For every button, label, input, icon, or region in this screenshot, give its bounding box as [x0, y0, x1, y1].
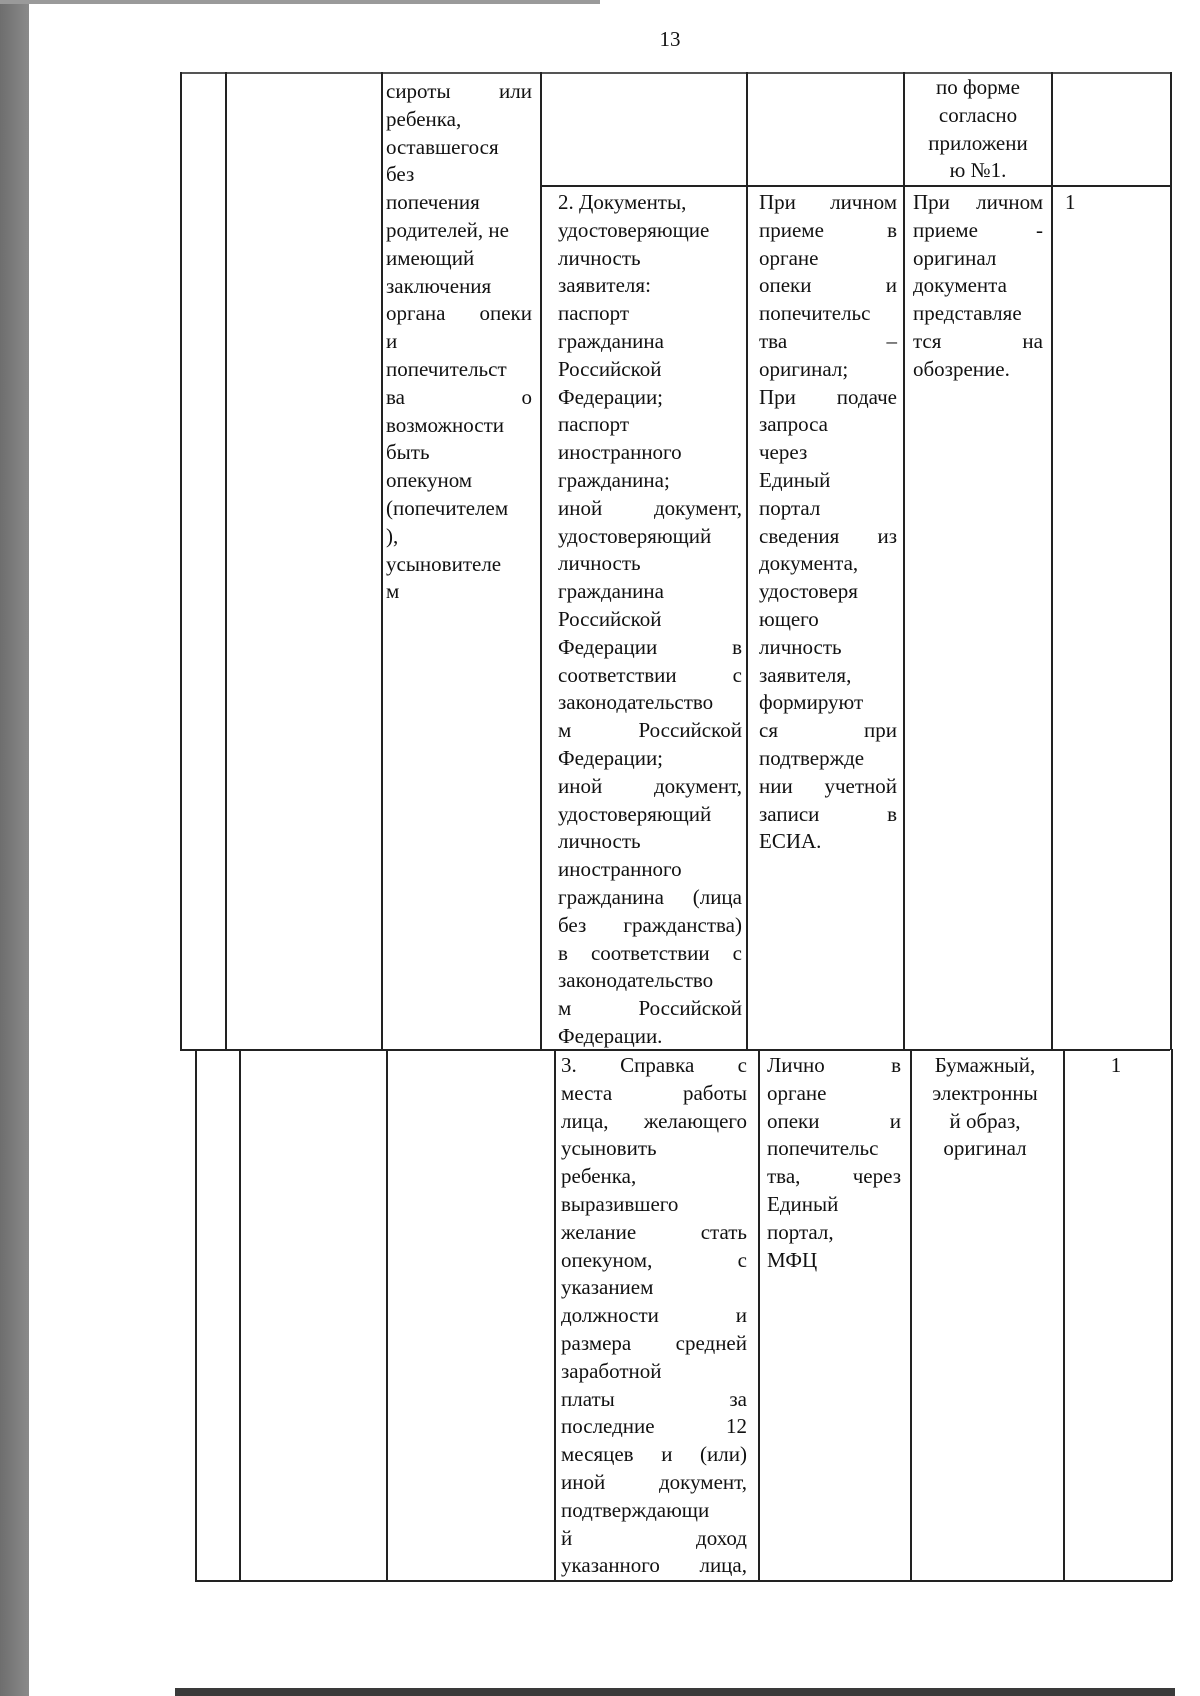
cell-text-line: тва, через	[767, 1164, 901, 1189]
cell-text-line: личность	[558, 829, 641, 854]
cell-text-line: органе	[759, 245, 819, 270]
cell-text-line: размера средней	[561, 1330, 747, 1355]
cell-text-line: запроса	[759, 412, 828, 437]
row2-document-form	[913, 189, 1043, 384]
row3-count: 1	[1110, 1053, 1122, 1077]
cell-text-line: согласно	[938, 102, 1018, 127]
cell-text-line: попечительс	[767, 1136, 879, 1161]
row2-count: 1	[1065, 190, 1076, 214]
row1-applicant-category	[386, 78, 532, 606]
cell-text-line: документа	[913, 273, 1007, 298]
col-border-7b	[1171, 1049, 1173, 1581]
cell-text-line: м Российской	[558, 718, 742, 743]
col-border-6b	[1063, 1049, 1065, 1581]
cell-text-line: й доход	[561, 1525, 747, 1550]
cell-text-line: заработной	[561, 1358, 662, 1383]
cell-text-line: Бумажный,	[934, 1053, 1036, 1077]
cell-text-line: иной документ,	[558, 773, 742, 798]
col-border-0	[180, 72, 182, 1050]
cell-text-line: через	[759, 440, 808, 465]
row3-document-description	[561, 1052, 747, 1580]
col-border-5b	[910, 1049, 912, 1581]
col-border-3b	[554, 1049, 556, 1581]
cell-text-line: электронны	[932, 1080, 1038, 1105]
cell-text-line: личность	[558, 551, 641, 576]
page-number: 13	[659, 27, 681, 51]
cell-text-line: попечения	[386, 190, 480, 215]
cell-text-line: месяцев и (или)	[561, 1442, 747, 1467]
cell-text-line: гражданина	[558, 328, 664, 353]
cell-text-line: платы за	[561, 1386, 747, 1411]
col-border-1b	[239, 1049, 241, 1581]
cell-text-line: сведения из	[759, 523, 897, 548]
cell-text-line: желание стать	[561, 1219, 747, 1244]
cell-text-line: лица, желающего	[561, 1108, 747, 1133]
cell-text-line: иностранного	[558, 857, 682, 882]
cell-text-line: При личном	[913, 190, 1043, 214]
cell-text-line: ребенка,	[386, 106, 462, 131]
cell-text-line: ЕСИА.	[759, 829, 822, 854]
cell-text-line: гражданина (лица	[558, 884, 742, 909]
cell-text-line: м	[386, 579, 400, 604]
cell-text-line: представляе	[913, 301, 1022, 326]
cell-text-line: опеки и	[767, 1108, 901, 1133]
cell-text-line: й образ,	[949, 1108, 1021, 1133]
cell-text-line: опеки и	[759, 273, 897, 298]
cell-text-line: заключения	[386, 273, 492, 298]
cell-text-line: должности и	[561, 1303, 747, 1328]
cell-text-line: записи в	[759, 801, 897, 826]
cell-text-line: портал,	[767, 1219, 834, 1244]
cell-text-line: опекуном, с	[561, 1247, 747, 1272]
cell-text-line: тва –	[759, 328, 897, 353]
cell-text-line: быть	[386, 440, 430, 465]
cell-text-line: попечительст	[386, 356, 507, 381]
cell-text-line: выразившего	[561, 1191, 679, 1216]
row3-document-form	[915, 1052, 1055, 1163]
col-border-1	[225, 72, 227, 1050]
cell-text-line: Федерации в	[558, 634, 742, 659]
cell-text-line: ся при	[759, 718, 897, 743]
cell-text-line: в соответствии с	[558, 940, 742, 965]
cell-text-line: сироты или	[386, 79, 532, 103]
cell-text-line: паспорт	[558, 412, 630, 437]
col-border-3	[540, 72, 542, 1050]
cell-text-line: опекуном	[386, 468, 473, 493]
cell-text-line: места работы	[561, 1080, 747, 1105]
col-border-0b	[195, 1049, 197, 1581]
cell-text-line: иной документ,	[561, 1469, 747, 1494]
cell-text-line: Лично в	[767, 1053, 901, 1077]
cell-text-line: личность	[759, 634, 842, 659]
cell-text-line: оригинал	[913, 245, 997, 270]
col-border-4	[746, 72, 748, 1050]
cell-text-line: паспорт	[558, 301, 630, 326]
row2-document-description	[558, 189, 742, 1051]
cell-text-line: усыновителе	[386, 551, 502, 576]
col-border-7	[1170, 72, 1172, 1050]
cell-text-line: тся на	[913, 328, 1043, 353]
table-bottom-border	[195, 1580, 1172, 1582]
cell-text-line: Российской	[558, 606, 662, 631]
cell-text-line: оставшегося	[386, 134, 499, 159]
cell-text-line: 2. Документы,	[558, 190, 687, 214]
cell-text-line: Российской	[558, 356, 662, 381]
cell-text-line: по форме	[936, 75, 1020, 99]
cell-text-line: возможности	[386, 412, 505, 437]
cell-text-line: подтвержде	[759, 745, 865, 770]
cell-text-line: При личном	[759, 190, 897, 214]
cell-text-line: попечительс	[759, 301, 871, 326]
cell-text-line: подтверждающи	[561, 1497, 710, 1522]
cell-text-line: Единый	[767, 1191, 839, 1216]
cell-text-line: Федерации;	[558, 384, 664, 409]
cell-text-line: приеме в	[759, 217, 897, 242]
cell-text-line: МФЦ	[767, 1247, 818, 1272]
row3-submission-method	[767, 1052, 901, 1274]
cell-text-line: без	[386, 162, 415, 187]
cell-text-line: иной документ,	[558, 495, 742, 520]
cell-text-line: ребенка,	[561, 1164, 637, 1189]
cell-text-line: нии учетной	[759, 773, 897, 798]
cell-text-line: При подаче	[759, 384, 897, 409]
cell-text-line: родителей, не	[386, 217, 509, 242]
cell-text-line: удостоверяющий	[558, 523, 712, 548]
cell-text-line: заявителя,	[759, 662, 852, 687]
col-border-2b	[386, 1049, 388, 1581]
cell-text-line: гражданина	[558, 579, 664, 604]
col-border-4b	[758, 1049, 760, 1581]
cell-text-line: м Российской	[558, 996, 742, 1021]
cell-text-line: ю №1.	[949, 158, 1007, 183]
cell-text-line: удостоверя	[759, 579, 858, 604]
col-border-6	[1051, 72, 1053, 1050]
cell-text-line: усыновить	[561, 1136, 657, 1161]
cell-text-line: приложени	[928, 130, 1028, 155]
cell-text-line: ющего	[759, 606, 819, 631]
cell-text-line: гражданина;	[558, 467, 670, 492]
row1-document-form	[908, 74, 1048, 185]
cell-text-line: ),	[386, 523, 399, 548]
cell-text-line: последние 12	[561, 1414, 747, 1439]
cell-text-line: Единый	[759, 467, 831, 492]
cell-text-line: Федерации.	[558, 1023, 663, 1048]
cell-text-line: документа,	[759, 551, 859, 576]
cell-text-line: органа опеки	[386, 301, 532, 326]
cell-text-line: заявителя:	[558, 273, 651, 298]
cell-text-line: иностранного	[558, 440, 682, 465]
cell-text-line: без гражданства)	[558, 912, 742, 937]
cell-text-line: оригинал	[943, 1136, 1027, 1161]
cell-text-line: соответствии с	[558, 662, 742, 687]
cell-text-line: оригинал;	[759, 356, 849, 381]
cell-text-line: органе	[767, 1080, 827, 1105]
cell-text-line: формируют	[759, 690, 864, 715]
cell-text-line: и	[386, 329, 398, 354]
cell-text-line: Федерации;	[558, 745, 664, 770]
cell-text-line: удостоверяющий	[558, 801, 712, 826]
cell-text-line: 3. Справка с	[561, 1053, 747, 1077]
cell-text-line: портал	[759, 495, 821, 520]
cell-text-line: указанием	[561, 1275, 654, 1300]
cell-text-line: удостоверяющие	[558, 217, 710, 242]
cell-text-line: законодательство	[558, 968, 714, 993]
cell-text-line: указанного лица,	[561, 1553, 747, 1578]
cell-text-line: обозрение.	[913, 356, 1010, 381]
cell-text-line: (попечителем	[386, 495, 509, 520]
col-border-2	[381, 72, 383, 1050]
cell-text-line: ва о	[386, 384, 532, 409]
row-divider-1	[540, 185, 1170, 187]
cell-text-line: личность	[558, 245, 641, 270]
cell-text-line: законодательство	[558, 690, 714, 715]
col-border-5	[903, 72, 905, 1050]
cell-text-line: приеме -	[913, 217, 1043, 242]
cell-text-line: имеющий	[386, 245, 475, 270]
row2-submission-method	[759, 189, 897, 856]
